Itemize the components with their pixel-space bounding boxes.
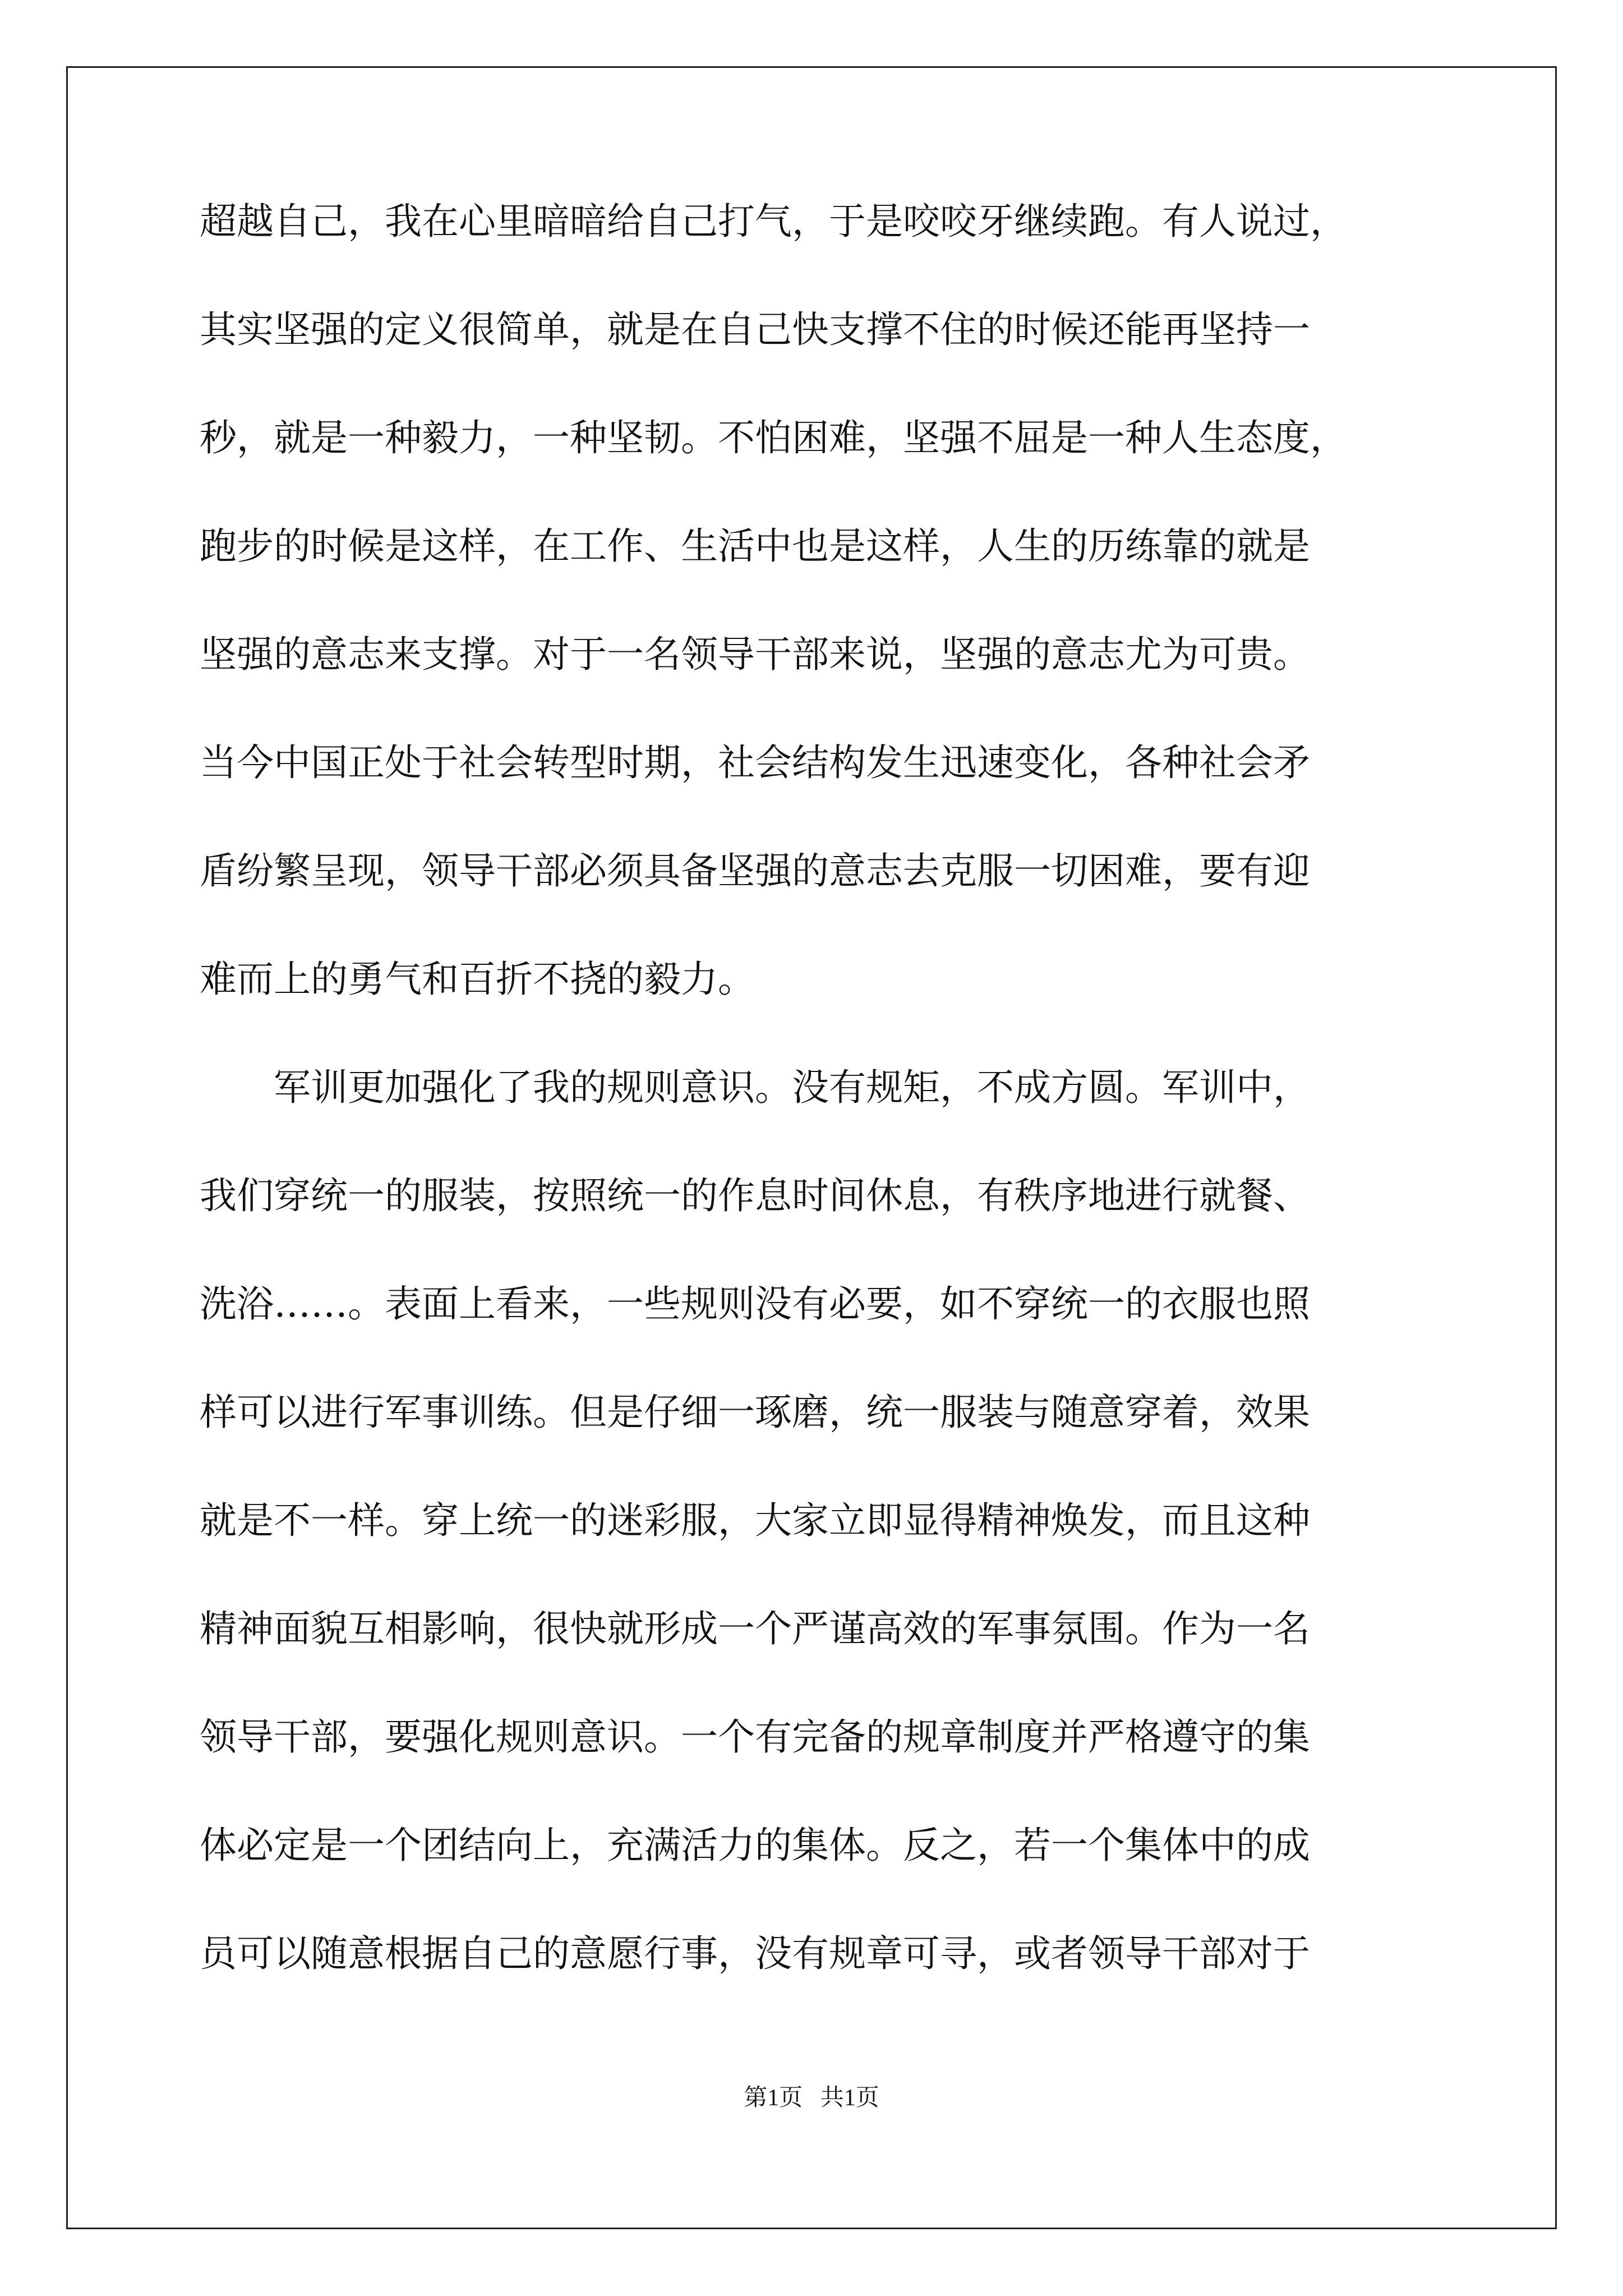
- text-line: 就是不一样。穿上统一的迷彩服，大家立即显得精神焕发，而且这种: [200, 1499, 1310, 1542]
- text-line: 其实坚强的定义很简单，就是在自己快支撑不住的时候还能再坚持一: [200, 308, 1310, 351]
- text-line: 体必定是一个团结向上，充满活力的集体。反之，若一个集体中的成: [200, 1824, 1310, 1867]
- text-line: 当今中国正处于社会转型时期，社会结构发生迅速变化，各种社会矛: [200, 741, 1310, 784]
- text-line: 难而上的勇气和百折不挠的毅力。: [200, 958, 755, 1001]
- text-line: 秒，就是一种毅力，一种坚韧。不怕困难，坚强不屈是一种人生态度，: [200, 416, 1347, 459]
- text-line: 盾纷繁呈现，领导干部必须具备坚强的意志去克服一切困难，要有迎: [200, 849, 1310, 892]
- page-number-footer: 第1页 共1页: [744, 2085, 879, 2111]
- text-line: 员可以随意根据自己的意愿行事，没有规章可寻，或者领导干部对于: [200, 1932, 1310, 1975]
- text-line: 样可以进行军事训练。但是仔细一琢磨，统一服装与随意穿着，效果: [200, 1391, 1310, 1434]
- text-line: 坚强的意志来支撑。对于一名领导干部来说，坚强的意志尤为可贵。: [200, 633, 1310, 676]
- text-line: 领导干部，要强化规则意识。一个有完备的规章制度并严格遵守的集: [200, 1715, 1310, 1759]
- text-line: 跑步的时候是这样，在工作、生活中也是这样，人生的历练靠的就是: [200, 524, 1310, 568]
- text-line: 军训更加强化了我的规则意识。没有规矩，不成方圆。军训中，: [200, 1066, 1310, 1109]
- page-border: [66, 66, 1557, 2229]
- text-line: 我们穿统一的服装，按照统一的作息时间休息，有秩序地进行就餐、: [200, 1174, 1310, 1217]
- text-line: 洗浴……。表面上看来，一些规则没有必要，如不穿统一的衣服也照: [200, 1282, 1310, 1326]
- text-line: 超越自己，我在心里暗暗给自己打气，于是咬咬牙继续跑。有人说过，: [200, 200, 1347, 243]
- text-line: 精神面貌互相影响，很快就形成一个严谨高效的军事氛围。作为一名: [200, 1607, 1310, 1650]
